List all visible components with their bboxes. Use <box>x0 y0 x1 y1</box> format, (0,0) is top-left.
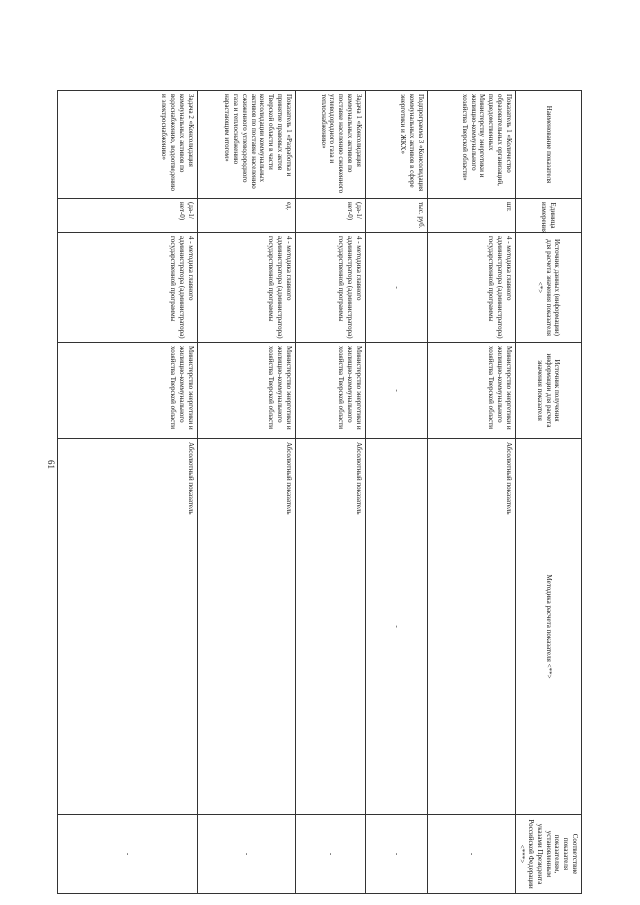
cell-unit: (да-1/ нет-0) <box>57 199 197 233</box>
cell-name: Показатель 1 «Количество образовательных организаций, подведомственных Министерству энергетики и жилищно-коммунального хозяйства Тверской области» <box>427 91 515 199</box>
cell-method: Абсолютный показатель <box>57 439 197 815</box>
cell-info-source: Министерство энергетики и жилищно-коммунального хозяйства Тверской области <box>427 343 515 439</box>
header-method: Методика расчета показателя <**> <box>515 439 581 815</box>
header-data-source: Источник данных (информации) для расчета значения показателя <*> <box>515 233 581 343</box>
header-decree-match: Соответствие показателя показателям, установленным указами Президента Российской Федерации <***> <box>515 815 581 894</box>
cell-decree-match: - <box>427 815 515 894</box>
cell-method: - <box>365 439 427 815</box>
cell-decree-match: - <box>295 815 365 894</box>
cell-data-source: - <box>365 233 427 343</box>
cell-method: Абсолютный показатель <box>295 439 365 815</box>
cell-unit: ед. <box>197 199 295 233</box>
page-number: 61 <box>46 460 56 469</box>
header-info-source: Источник получения информации для расчета значения показателя <box>515 343 581 439</box>
cell-data-source: 4 - методика главного администратора (администратора) государственной программы <box>197 233 295 343</box>
table-row <box>427 91 515 894</box>
table-row <box>197 91 295 894</box>
table-row <box>57 91 197 894</box>
table-row <box>295 91 365 894</box>
header-unit: Единица измерения <box>515 199 581 233</box>
cell-data-source: 4 - методика главного администратора (администратора) государственной программы <box>427 233 515 343</box>
cell-method: Абсолютный показатель <box>197 439 295 815</box>
header-name: Наименование показателя <box>515 91 581 199</box>
cell-info-source: Министерство энергетики и жилищно-коммунального хозяйства Тверской области <box>295 343 365 439</box>
cell-info-source: Министерство энергетики и жилищно-коммунального хозяйства Тверской области <box>57 343 197 439</box>
cell-unit: (да-1/ нет-0) <box>295 199 365 233</box>
cell-decree-match: - <box>365 815 427 894</box>
table-row <box>365 91 427 894</box>
cell-decree-match: - <box>57 815 197 894</box>
cell-name: Показатель 1 «Разработка и принятие правовых актов Тверской области в части консолидации коммунальных активов по поставке населению сжиженного углеводородного газа и теплоснабжению нарастающим итогом» <box>197 91 295 199</box>
header-row <box>515 91 581 894</box>
rotated-table-wrapper <box>60 90 582 893</box>
cell-name: Задача 2 «Консолидация коммунальных активов по водоснабжению, водоотведению и электроснабжению» <box>57 91 197 199</box>
cell-name: Задача 1 «Консолидация коммунальных активов по поставке населению сжиженного углеводородного газа и теплоснабжению» <box>295 91 365 199</box>
cell-method: Абсолютный показатель <box>427 439 515 815</box>
cell-decree-match: - <box>197 815 295 894</box>
cell-data-source: 4 - методика главного администратора (администратора) государственной программы <box>295 233 365 343</box>
cell-data-source: 4 - методика главного администратора (администратора) государственной программы <box>57 233 197 343</box>
cell-info-source: - <box>365 343 427 439</box>
indicators-table <box>57 90 582 894</box>
cell-name: Подпрограмма 3 «Консолидация коммунальных активов в сфере энергетики и ЖКХ» <box>365 91 427 199</box>
cell-unit: шт. <box>427 199 515 233</box>
cell-unit: тыс. руб. <box>365 199 427 233</box>
cell-info-source: Министерство энергетики и жилищно-коммунального хозяйства Тверской области <box>197 343 295 439</box>
